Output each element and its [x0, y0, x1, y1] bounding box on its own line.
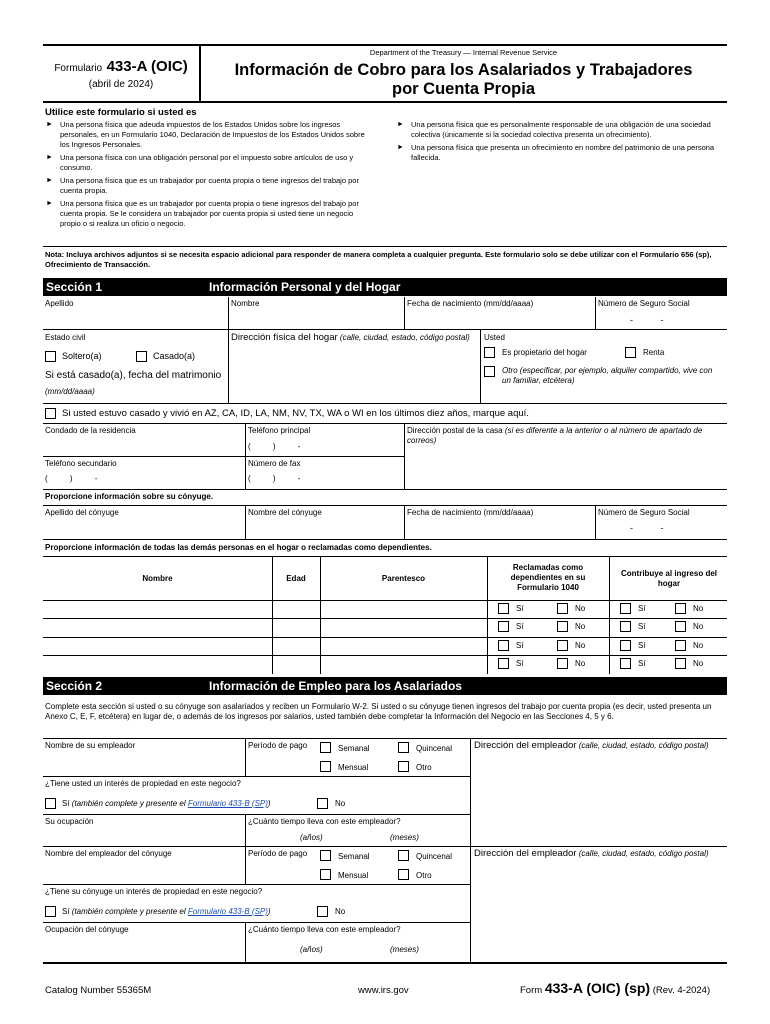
section1-title: Información Personal y del Hogar — [209, 280, 401, 294]
row-rule — [43, 776, 471, 777]
divider — [595, 505, 596, 539]
no-label: No — [575, 659, 586, 668]
hh-col-contribuye: Contribuye al ingreso del hogar — [620, 569, 717, 588]
intro-bullet: ► Una persona física que adeuda impuestos de los Estados Unidos sobre los ingresos personales, en un Formulario 1040, Declaración de Impuestos de los Estados Unidos sobre los Ingresos Personales. — [46, 120, 368, 150]
row-rule — [43, 618, 727, 619]
section2-header — [43, 677, 727, 695]
row-rule — [43, 539, 727, 540]
no-label: No — [575, 641, 586, 650]
ocupacion-conyuge-label: Ocupación del cónyuge — [45, 925, 129, 934]
quincenal-label: Quincenal — [416, 744, 453, 753]
si-label: Sí — [516, 659, 524, 668]
ssn-label: Número de Seguro Social — [598, 299, 690, 308]
section2-title: Información de Empleo para los Asalariados — [209, 679, 462, 693]
form-433b-link[interactable]: Formulario 433-B (SP) — [187, 799, 268, 808]
footer-form-name: 433-A (OIC) (sp) — [544, 980, 651, 996]
no-label: No — [575, 622, 586, 631]
no-label: No — [693, 641, 704, 650]
mensual-checkbox[interactable] — [320, 761, 331, 772]
reclamada-si-checkbox[interactable] — [498, 640, 509, 651]
divider — [245, 846, 246, 884]
direccion-label — [231, 333, 471, 343]
header-bottom-rule — [43, 101, 727, 103]
semanal-label: Semanal — [338, 744, 370, 753]
row-rule — [43, 423, 727, 424]
row-rule — [43, 489, 727, 490]
renta-checkbox[interactable] — [625, 347, 636, 358]
si-label: Sí — [638, 604, 646, 613]
interes-label: ¿Tiene usted un interés de propiedad en este negocio? — [45, 779, 241, 788]
row-rule — [43, 329, 727, 330]
divider — [404, 505, 405, 539]
form-433b-link[interactable]: Formulario 433-B (SP) — [187, 907, 268, 916]
mensual-conyuge-label: Mensual — [338, 871, 369, 880]
section1-header — [43, 278, 727, 296]
note-rule — [43, 246, 727, 247]
interes-conyuge-si-checkbox[interactable] — [45, 906, 56, 917]
close-paren: ) — [267, 799, 271, 808]
semanal-checkbox[interactable] — [320, 742, 331, 753]
cuanto-conyuge-label: ¿Cuánto tiempo lleva con este empleador? — [248, 925, 401, 934]
semanal-conyuge-label: Semanal — [338, 852, 370, 861]
row-rule — [43, 403, 727, 404]
casado-checkbox[interactable] — [136, 351, 147, 362]
si-text: Sí — [62, 799, 70, 808]
divider — [470, 846, 471, 962]
top-rule — [43, 44, 727, 46]
divider — [487, 556, 488, 674]
otro-periodo-label: Otro — [416, 763, 432, 772]
intro-bullet: ► Una persona física que es un trabajador por cuenta propia o tiene ingresos del trabajo por cuenta propia. — [46, 176, 368, 196]
row-rule — [43, 814, 471, 815]
title-line-1: Información de Cobro para los Asalariados y Trabajadores — [234, 61, 693, 79]
interes-no-label: No — [335, 799, 346, 808]
reclamada-si-checkbox[interactable] — [498, 621, 509, 632]
divider — [404, 297, 405, 329]
postal-label — [407, 426, 725, 446]
apellido-conyuge-label: Apellido del cónyuge — [45, 508, 119, 517]
divider — [609, 556, 610, 674]
otro-conyuge-checkbox[interactable] — [398, 869, 409, 880]
intro-bullet: ► Una persona física que es un trabajador por cuenta propia o tiene ingresos del trabajo por cuenta propia. Se le considera un trabajador por cuenta propia si usted tiene un negocio propio o si realiza un oficio o negocio. — [46, 199, 368, 229]
contribuye-si-checkbox[interactable] — [620, 603, 631, 614]
propietario-checkbox[interactable] — [484, 347, 495, 358]
fecha-nac-text: Fecha de nacimiento (mm/dd/aaaa) — [407, 299, 534, 308]
no-label: No — [693, 659, 704, 668]
interes-no-checkbox[interactable] — [317, 798, 328, 809]
reclamada-si-checkbox[interactable] — [498, 603, 509, 614]
direccion-text: Dirección física del hogar — [231, 332, 338, 343]
hh-col-reclamadas: Reclamadas como dependientes en su Formulario 1040 — [510, 563, 586, 592]
section-bottom-rule — [43, 962, 727, 964]
meses-label: (meses) — [390, 833, 419, 842]
soltero-label: Soltero(a) — [62, 351, 102, 361]
interes-si-label — [62, 799, 271, 809]
soltero-checkbox[interactable] — [45, 351, 56, 362]
divider — [470, 738, 471, 846]
divider — [228, 297, 229, 329]
contribuye-si-checkbox[interactable] — [620, 658, 631, 669]
interes-si-checkbox[interactable] — [45, 798, 56, 809]
intro-list-left — [46, 120, 368, 232]
empleador-label: Nombre de su empleador — [45, 741, 136, 750]
ssn-conyuge-mask[interactable]: - - — [630, 523, 664, 533]
mensual-conyuge-checkbox[interactable] — [320, 869, 331, 880]
hh-col-edad: Edad — [286, 574, 306, 583]
form-number: 433-A (OIC) — [106, 58, 188, 75]
casado-fecha-label: Si está casado(a), fecha del matrimonio — [45, 370, 222, 381]
intro-bullet: ► Una persona física que presenta un ofrecimiento en nombre del patrimonio de una persona fallecida. — [397, 143, 719, 163]
mensual-label: Mensual — [338, 763, 369, 772]
si-label: Sí — [638, 622, 646, 631]
fax-label: Número de fax — [248, 459, 301, 468]
form-footer-id — [520, 980, 710, 996]
dir-empleador-conyuge-hint: (calle, ciudad, estado, código postal) — [578, 849, 709, 858]
dir-empleador-conyuge-label — [474, 849, 724, 859]
row-rule — [43, 456, 405, 457]
form-prefix: Formulario — [54, 63, 103, 74]
nombre-label: Nombre — [231, 299, 260, 308]
otro-conyuge-label: Otro — [416, 871, 432, 880]
otro-vivienda-label: Otro (especificar, por ejemplo, alquiler compartido, vive con un familiar, etcétera) — [502, 366, 713, 385]
no-label: No — [693, 604, 704, 613]
si-label: Sí — [516, 641, 524, 650]
interes-conyuge-si-label — [62, 907, 271, 917]
contribuye-si-checkbox[interactable] — [620, 640, 631, 651]
no-label: No — [575, 604, 586, 613]
reclamada-si-checkbox[interactable] — [498, 658, 509, 669]
interes-conyuge-label: ¿Tiene su cónyuge un interés de propiedad en este negocio? — [45, 887, 263, 896]
close-paren: ) — [267, 907, 271, 916]
section1-label: Sección 1 — [46, 280, 103, 294]
footer-form-prefix: Form — [520, 985, 543, 996]
row-rule — [43, 884, 471, 885]
tel-principal-label: Teléfono principal — [248, 426, 311, 435]
reclamada-no-checkbox[interactable] — [557, 621, 568, 632]
intro-bullet: ► Una persona física que es personalmente responsable de una obligación de una sociedad colectiva (únicamente si la sociedad colectiva presenta un ofrecimiento). — [397, 120, 719, 140]
si-tambien-text: (también complete y presente el — [71, 907, 186, 916]
ocupacion-label: Su ocupación — [45, 817, 94, 826]
divider — [228, 329, 229, 403]
contribuye-no-checkbox[interactable] — [675, 640, 686, 651]
row-rule — [43, 738, 727, 739]
row-rule — [43, 505, 727, 506]
row-rule — [43, 846, 727, 847]
divider — [595, 297, 596, 329]
no-label: No — [693, 622, 704, 631]
row-rule — [43, 556, 727, 557]
tel-secundario-mask[interactable]: ( ) - — [45, 474, 98, 483]
cuanto-label: ¿Cuánto tiempo lleva con este empleador? — [248, 817, 401, 826]
hh-col-parentesco: Parentesco — [381, 574, 426, 583]
ssn-conyuge-label: Número de Seguro Social — [598, 508, 690, 517]
quincenal-conyuge-checkbox[interactable] — [398, 850, 409, 861]
otro-vivienda-checkbox[interactable] — [484, 366, 495, 377]
nombre-conyuge-label: Nombre del cónyuge — [248, 508, 322, 517]
form-title — [200, 61, 727, 99]
otro-periodo-checkbox[interactable] — [398, 761, 409, 772]
row-rule — [43, 600, 727, 601]
apellido-label: Apellido — [45, 299, 74, 308]
periodo-label: Período de pago — [248, 741, 308, 750]
intro-list-right — [397, 120, 719, 166]
interes-conyuge-no-checkbox[interactable] — [317, 906, 328, 917]
divider — [245, 738, 246, 776]
dir-empleador-text: Dirección del empleador — [474, 740, 577, 751]
periodo-conyuge-label: Período de pago — [248, 849, 308, 858]
divider — [245, 922, 246, 962]
usted-label: Usted — [484, 333, 505, 342]
irs-website: www.irs.gov — [358, 985, 409, 996]
hh-col-nombre: Nombre — [142, 574, 173, 583]
si-label: Sí — [638, 659, 646, 668]
dir-empleador-conyuge-text: Dirección del empleador — [474, 848, 577, 859]
reclamada-no-checkbox[interactable] — [557, 640, 568, 651]
contribuye-no-checkbox[interactable] — [675, 621, 686, 632]
row-rule — [43, 922, 471, 923]
tel-secundario-label: Teléfono secundario — [45, 459, 117, 468]
intro-note: Nota: Incluya archivos adjuntos si se necesita espacio adicional para responder de manera completa a cualquier pregunta. Este formulario solo se debe utilizar con el Formulario 656 (sp), Ofrecimiento de Transacción. — [45, 250, 712, 269]
si-label: Sí — [516, 622, 524, 631]
contribuye-no-checkbox[interactable] — [675, 603, 686, 614]
dir-empleador-label — [474, 741, 724, 751]
mmddaaaa-label: (mm/dd/aaaa) — [45, 387, 95, 396]
direccion-hint: (calle, ciudad, estado, código postal) — [339, 333, 470, 342]
dir-empleador-hint: (calle, ciudad, estado, código postal) — [578, 741, 709, 750]
propietario-label: Es propietario del hogar — [502, 348, 587, 357]
divider — [245, 505, 246, 539]
contribuye-si-checkbox[interactable] — [620, 621, 631, 632]
postal-text: Dirección postal de la casa — [407, 426, 503, 435]
form-id — [43, 58, 199, 76]
section2-intro: Complete esta sección si usted o su cónyuge son asalariados y reciben un Formulario W-2. Si usted o su cónyuge tienen ingresos del trabajo por cuenta propia (es decir, usted presenta un Anexo C, E, F, etcétera) en lugar de, o además de los ingresos por salarios, usted también debe completar la Información del Negocio en las Secciones 4, 5 y 6. — [45, 702, 712, 721]
si-label: Sí — [638, 641, 646, 650]
intro-bullet: ► Una persona física con una obligación personal por el impuesto sobre artículos de uso y consumo. — [46, 153, 368, 173]
quincenal-checkbox[interactable] — [398, 742, 409, 753]
form-date: (abril de 2024) — [88, 79, 154, 90]
catalog-number: Catalog Number 55365M — [45, 985, 152, 996]
interes-conyuge-no-label: No — [335, 907, 346, 916]
renta-label: Renta — [643, 348, 665, 357]
si-text: Sí — [62, 907, 70, 916]
tel-principal-mask[interactable]: ( ) - — [248, 442, 301, 451]
si-label: Sí — [516, 604, 524, 613]
anos-conyuge-label: (años) — [300, 945, 323, 954]
divider — [245, 814, 246, 846]
semanal-conyuge-checkbox[interactable] — [320, 850, 331, 861]
condado-label: Condado de la residencia — [45, 426, 136, 435]
title-line-2: por Cuenta Propia — [391, 80, 535, 98]
casado-label: Casado(a) — [153, 351, 196, 361]
row-rule — [43, 655, 727, 656]
divider — [480, 329, 481, 403]
estado-civil-label: Estado civil — [45, 333, 86, 342]
fecha-nac-conyuge-label: Fecha de nacimiento (mm/dd/aaaa) — [407, 508, 534, 517]
intro-heading: Utilice este formulario si usted es — [45, 107, 197, 118]
contribuye-no-checkbox[interactable] — [675, 658, 686, 669]
spouse-heading: Proporcione información sobre su cónyuge. — [45, 492, 214, 501]
fecha-nac-label — [407, 299, 533, 309]
reclamada-no-checkbox[interactable] — [557, 603, 568, 614]
row-rule — [43, 637, 727, 638]
quincenal-conyuge-label: Quincenal — [416, 852, 453, 861]
si-tambien-text: (también complete y presente el — [71, 799, 186, 808]
footer-rev: (Rev. 4-2024) — [652, 985, 711, 996]
community-checkbox[interactable] — [45, 408, 56, 419]
meses-conyuge-label: (meses) — [390, 945, 419, 954]
fax-mask[interactable]: ( ) - — [248, 474, 301, 483]
community-label: Si usted estuvo casado y vivió en AZ, CA, ID, LA, NM, NV, TX, WA o WI en los últimos diez años, marque aquí. — [62, 408, 529, 419]
reclamada-no-checkbox[interactable] — [557, 658, 568, 669]
anos-label: (años) — [300, 833, 323, 842]
postal-hint: (si es diferente a la anterior o al número de apartado de correos) — [407, 426, 703, 445]
household-heading: Proporcione información de todas las demás personas en el hogar o reclamadas como dependientes. — [45, 543, 432, 552]
dept-line: Department of the Treasury — Internal Revenue Service — [369, 48, 558, 57]
empleador-conyuge-label: Nombre del empleador del cónyuge — [45, 849, 172, 858]
ssn-mask[interactable]: - - — [630, 315, 664, 325]
section2-label: Sección 2 — [46, 679, 103, 693]
